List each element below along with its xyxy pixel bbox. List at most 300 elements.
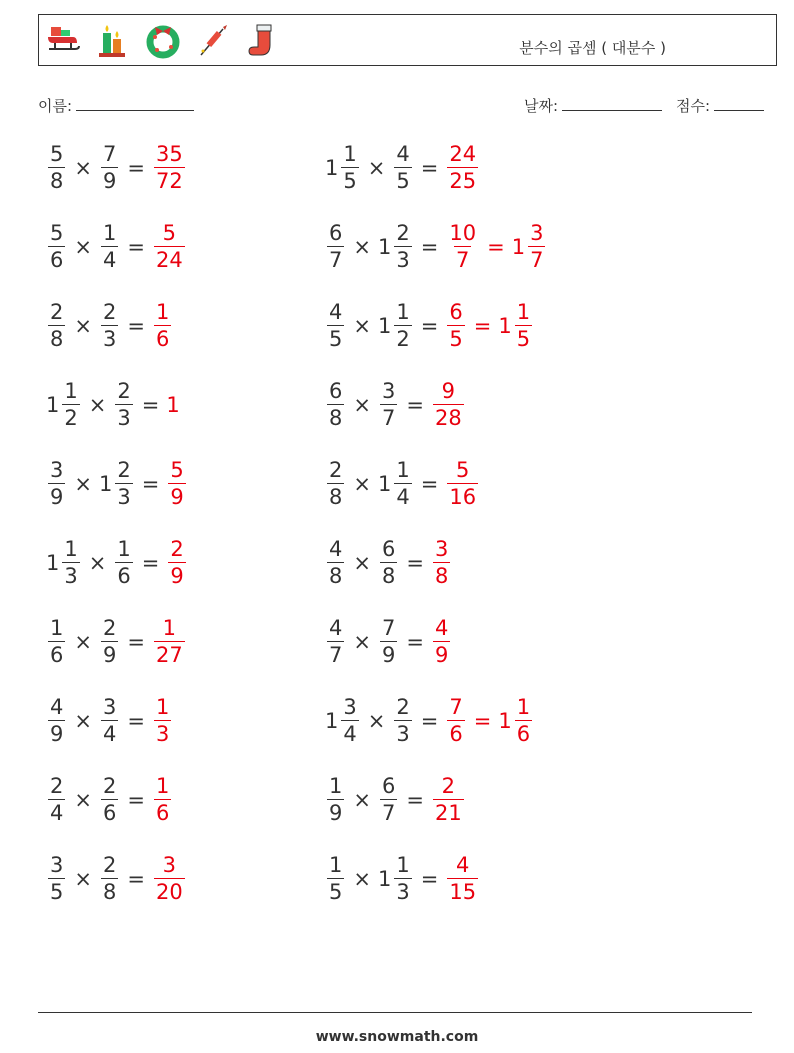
answer-value <box>445 223 480 271</box>
numerator: 5 <box>50 221 64 245</box>
times-sign: × <box>74 235 92 259</box>
fraction <box>327 302 344 350</box>
operand-b <box>99 697 120 745</box>
numerator: 1 <box>64 379 78 403</box>
denominator: 9 <box>50 485 64 509</box>
fraction <box>447 697 464 745</box>
numerator: 2 <box>50 300 64 324</box>
denominator: 8 <box>329 564 343 588</box>
numerator: 3 <box>343 695 357 719</box>
denominator: 7 <box>381 801 396 825</box>
numerator: 3 <box>381 379 396 403</box>
fraction <box>154 855 185 903</box>
denominator: 8 <box>50 169 64 193</box>
times-sign: × <box>353 314 371 338</box>
answer <box>445 223 547 271</box>
answer <box>445 697 534 745</box>
answer <box>431 776 466 824</box>
denominator: 7 <box>456 248 470 272</box>
answer <box>445 460 480 508</box>
denominator: 9 <box>170 485 184 509</box>
answer <box>152 776 173 824</box>
denominator: 6 <box>117 564 131 588</box>
fraction <box>48 855 65 903</box>
denominator: 2 <box>64 406 78 430</box>
equals-sign: = <box>127 788 145 812</box>
fraction <box>433 539 450 587</box>
operand-a <box>325 302 346 350</box>
numerator: 1 <box>162 616 177 640</box>
whole-number: 1 <box>166 393 180 417</box>
fraction <box>115 460 132 508</box>
times-sign: × <box>74 156 92 180</box>
denominator: 20 <box>155 880 183 904</box>
problem-item <box>46 460 188 508</box>
denominator: 5 <box>343 169 357 193</box>
denominator: 7 <box>381 406 396 430</box>
answer-value <box>152 144 187 192</box>
numerator: 1 <box>329 853 343 877</box>
operand-b <box>392 697 413 745</box>
operand-a <box>46 302 67 350</box>
answer-value <box>152 697 173 745</box>
times-sign: × <box>74 867 92 891</box>
operand-b <box>99 144 120 192</box>
fraction <box>48 223 65 271</box>
problem-item <box>46 302 173 350</box>
equals-sign: = <box>406 788 424 812</box>
operand-b <box>99 855 120 903</box>
fraction <box>115 381 132 429</box>
numerator: 2 <box>102 616 117 640</box>
answer <box>166 539 187 587</box>
denominator: 3 <box>396 880 410 904</box>
answer-value <box>498 302 534 350</box>
numerator: 1 <box>155 695 170 719</box>
operand-a <box>325 539 346 587</box>
fraction <box>380 539 397 587</box>
answer <box>445 144 480 192</box>
numerator: 6 <box>329 221 343 245</box>
numerator: 6 <box>449 300 463 324</box>
fraction <box>394 855 411 903</box>
denominator: 9 <box>381 643 396 667</box>
numerator: 4 <box>329 537 343 561</box>
operand-b <box>378 776 399 824</box>
equals-sign: = <box>127 156 145 180</box>
numerator: 2 <box>117 458 131 482</box>
whole-number: 1 <box>377 235 392 259</box>
date-blank[interactable] <box>562 94 662 111</box>
times-sign: × <box>353 788 371 812</box>
numerator: 1 <box>64 537 78 561</box>
denominator: 8 <box>329 485 343 509</box>
operand-b <box>99 776 120 824</box>
times-sign: × <box>88 551 107 575</box>
problem-item <box>46 381 181 429</box>
times-sign: × <box>353 472 371 496</box>
equals-sign: = <box>420 156 439 180</box>
score-field <box>676 94 764 116</box>
whole-number: 1 <box>46 393 60 417</box>
operand-a <box>46 223 67 271</box>
times-sign: × <box>74 472 92 496</box>
denominator: 9 <box>434 643 449 667</box>
answer <box>445 302 534 350</box>
numerator: 3 <box>162 853 177 877</box>
answer <box>152 697 173 745</box>
problem-item <box>46 855 187 903</box>
score-blank[interactable] <box>714 94 764 111</box>
numerator: 1 <box>155 774 170 798</box>
denominator: 3 <box>155 722 170 746</box>
times-sign: × <box>353 867 371 891</box>
footer-url: www.snowmath.com <box>315 1029 479 1045</box>
fraction <box>394 144 411 192</box>
denominator: 6 <box>102 801 117 825</box>
name-field <box>38 94 194 116</box>
denominator: 15 <box>449 880 477 904</box>
times-sign: × <box>74 630 92 654</box>
equals-sign: = <box>141 472 160 496</box>
problem-item <box>325 697 534 745</box>
numerator: 2 <box>329 458 343 482</box>
footer-divider <box>38 1012 752 1013</box>
times-sign: × <box>74 788 92 812</box>
wreath-icon <box>143 21 183 61</box>
answer-value <box>498 697 534 745</box>
whole-number: 1 <box>325 709 339 733</box>
denominator: 6 <box>155 801 170 825</box>
denominator: 4 <box>343 722 357 746</box>
score-label: 점수: <box>676 97 711 115</box>
denominator: 9 <box>102 169 117 193</box>
answer-value <box>152 855 187 903</box>
fraction <box>154 618 185 666</box>
problem-item <box>325 618 452 666</box>
whole-number: 1 <box>377 314 392 338</box>
problem-item <box>325 144 480 192</box>
problem-item <box>46 697 173 745</box>
fraction <box>101 776 118 824</box>
denominator: 6 <box>50 643 64 667</box>
numerator: 1 <box>396 300 410 324</box>
numerator: 7 <box>102 142 117 166</box>
fraction <box>327 539 344 587</box>
denominator: 7 <box>530 248 544 272</box>
numerator: 2 <box>102 774 117 798</box>
numerator: 3 <box>530 221 544 245</box>
fraction <box>48 460 65 508</box>
times-sign: × <box>367 709 386 733</box>
fraction <box>394 460 411 508</box>
answer-value <box>166 460 187 508</box>
denominator: 5 <box>396 169 410 193</box>
answer <box>431 381 466 429</box>
denominator: 8 <box>102 880 117 904</box>
equals-sign: = <box>406 393 424 417</box>
fraction <box>327 460 344 508</box>
denominator: 3 <box>102 327 117 351</box>
denominator: 4 <box>102 722 117 746</box>
numerator: 2 <box>396 695 410 719</box>
answer-value <box>445 144 480 192</box>
fraction <box>447 460 478 508</box>
fraction <box>327 381 344 429</box>
problem-item <box>325 302 534 350</box>
numerator: 2 <box>441 774 456 798</box>
fraction <box>154 223 185 271</box>
fraction <box>48 302 65 350</box>
whole-number: 1 <box>98 472 113 496</box>
operand-b <box>99 618 120 666</box>
fraction <box>394 697 411 745</box>
fraction <box>62 381 79 429</box>
denominator: 8 <box>434 564 449 588</box>
fraction <box>515 697 532 745</box>
problem-item <box>46 144 187 192</box>
operand-b <box>113 539 134 587</box>
equals-sign: = <box>420 709 439 733</box>
answer-value <box>445 697 466 745</box>
answer-value <box>445 302 466 350</box>
fraction <box>327 776 344 824</box>
numerator: 7 <box>449 695 463 719</box>
denominator: 25 <box>449 169 477 193</box>
numerator: 1 <box>516 695 531 719</box>
answer-value <box>431 539 452 587</box>
fraction <box>528 223 545 271</box>
operand-b <box>378 381 399 429</box>
numerator: 5 <box>170 458 184 482</box>
whole-number: 1 <box>498 314 512 338</box>
answer-value <box>166 393 180 417</box>
denominator: 7 <box>329 248 343 272</box>
fraction <box>341 144 358 192</box>
fraction <box>380 618 397 666</box>
whole-number: 1 <box>498 709 512 733</box>
numerator: 1 <box>343 142 357 166</box>
whole-number: 1 <box>377 472 392 496</box>
numerator: 2 <box>102 853 117 877</box>
numerator: 2 <box>396 221 410 245</box>
equals-sign: = <box>473 314 492 338</box>
icon-strip <box>43 21 283 61</box>
operand-b <box>99 302 120 350</box>
fraction <box>168 539 185 587</box>
fraction <box>515 302 532 350</box>
stocking-icon <box>243 21 283 61</box>
header-box <box>38 14 777 66</box>
answer-value <box>512 223 548 271</box>
denominator: 24 <box>155 248 183 272</box>
denominator: 4 <box>102 248 117 272</box>
fraction <box>380 776 397 824</box>
denominator: 72 <box>155 169 183 193</box>
operand-a <box>46 144 67 192</box>
denominator: 21 <box>434 801 462 825</box>
fraction <box>154 144 185 192</box>
denominator: 9 <box>50 722 64 746</box>
problem-item <box>325 381 466 429</box>
denominator: 5 <box>516 327 531 351</box>
numerator: 6 <box>381 774 396 798</box>
fraction <box>168 460 185 508</box>
denominator: 9 <box>170 564 184 588</box>
numerator: 1 <box>329 774 343 798</box>
whole-number: 1 <box>511 235 526 259</box>
denominator: 5 <box>449 327 463 351</box>
denominator: 27 <box>155 643 183 667</box>
page-title: 분수의 곱셈 ( 대분수 ) <box>519 39 666 57</box>
equals-sign: = <box>127 314 145 338</box>
name-label: 이름: <box>38 97 73 115</box>
name-blank[interactable] <box>76 94 194 111</box>
fraction <box>447 144 478 192</box>
operand-a <box>46 381 82 429</box>
numerator: 4 <box>434 616 449 640</box>
numerator: 10 <box>449 221 477 245</box>
fraction <box>48 144 65 192</box>
times-sign: × <box>88 393 107 417</box>
equals-sign: = <box>406 551 424 575</box>
operand-a <box>325 855 346 903</box>
denominator: 2 <box>396 327 410 351</box>
fraction <box>101 302 118 350</box>
fraction <box>101 223 118 271</box>
denominator: 5 <box>329 880 343 904</box>
operand-a <box>46 776 67 824</box>
equals-sign: = <box>473 709 492 733</box>
denominator: 6 <box>516 722 531 746</box>
fraction <box>101 855 118 903</box>
candles-icon <box>93 21 133 61</box>
fraction <box>433 618 450 666</box>
numerator: 1 <box>117 537 131 561</box>
answer <box>445 855 480 903</box>
fraction <box>447 302 464 350</box>
answer <box>431 618 452 666</box>
fraction <box>327 855 344 903</box>
equals-sign: = <box>406 630 424 654</box>
numerator: 6 <box>329 379 343 403</box>
operand-b <box>378 302 414 350</box>
numerator: 1 <box>516 300 531 324</box>
whole-number: 1 <box>325 156 339 180</box>
denominator: 3 <box>396 722 410 746</box>
operand-a <box>325 697 361 745</box>
operand-a <box>46 539 82 587</box>
problem-item <box>46 223 187 271</box>
problem-item <box>325 539 452 587</box>
equals-sign: = <box>420 472 439 496</box>
date-field <box>524 94 662 116</box>
fraction <box>154 302 171 350</box>
answer <box>431 539 452 587</box>
operand-b <box>378 223 414 271</box>
times-sign: × <box>353 235 371 259</box>
denominator: 5 <box>50 880 64 904</box>
equals-sign: = <box>127 630 145 654</box>
operand-b <box>99 223 120 271</box>
whole-number: 1 <box>46 551 60 575</box>
answer-value <box>431 618 452 666</box>
operand-a <box>325 381 346 429</box>
fraction <box>101 144 118 192</box>
fraction <box>327 223 344 271</box>
fraction <box>380 381 397 429</box>
operand-a <box>46 460 67 508</box>
whole-number: 1 <box>377 867 392 891</box>
numerator: 5 <box>162 221 177 245</box>
denominator: 6 <box>449 722 463 746</box>
answer <box>152 223 187 271</box>
fraction <box>101 697 118 745</box>
operand-a <box>46 618 67 666</box>
numerator: 35 <box>155 142 183 166</box>
fraction <box>327 618 344 666</box>
denominator: 7 <box>329 643 343 667</box>
equals-sign: = <box>141 393 160 417</box>
date-label: 날짜: <box>524 97 559 115</box>
numerator: 3 <box>50 458 64 482</box>
operand-b <box>378 460 414 508</box>
problem-item <box>46 539 188 587</box>
numerator: 4 <box>396 142 410 166</box>
equals-sign: = <box>487 235 505 259</box>
denominator: 6 <box>155 327 170 351</box>
numerator: 1 <box>50 616 64 640</box>
times-sign: × <box>74 709 92 733</box>
denominator: 16 <box>449 485 477 509</box>
numerator: 7 <box>381 616 396 640</box>
numerator: 1 <box>396 458 410 482</box>
fraction <box>341 697 358 745</box>
denominator: 6 <box>50 248 64 272</box>
fraction <box>48 697 65 745</box>
answer-value <box>152 223 187 271</box>
answer-value <box>152 302 173 350</box>
numerator: 2 <box>117 379 131 403</box>
fraction <box>115 539 132 587</box>
denominator: 5 <box>329 327 343 351</box>
numerator: 2 <box>102 300 117 324</box>
sleigh-icon <box>43 21 83 61</box>
fraction <box>447 855 478 903</box>
denominator: 9 <box>329 801 343 825</box>
denominator: 3 <box>396 248 410 272</box>
answer-value <box>431 776 466 824</box>
numerator: 4 <box>329 300 343 324</box>
numerator: 5 <box>456 458 470 482</box>
equals-sign: = <box>127 867 145 891</box>
equals-sign: = <box>420 235 439 259</box>
operand-a <box>325 144 361 192</box>
denominator: 8 <box>329 406 343 430</box>
fraction <box>48 776 65 824</box>
denominator: 9 <box>102 643 117 667</box>
fraction <box>62 539 79 587</box>
numerator: 2 <box>170 537 184 561</box>
numerator: 6 <box>381 537 396 561</box>
times-sign: × <box>353 551 371 575</box>
answer <box>152 144 187 192</box>
numerator: 4 <box>329 616 343 640</box>
problem-item <box>46 776 173 824</box>
numerator: 5 <box>50 142 64 166</box>
times-sign: × <box>353 630 371 654</box>
answer-value <box>152 776 173 824</box>
